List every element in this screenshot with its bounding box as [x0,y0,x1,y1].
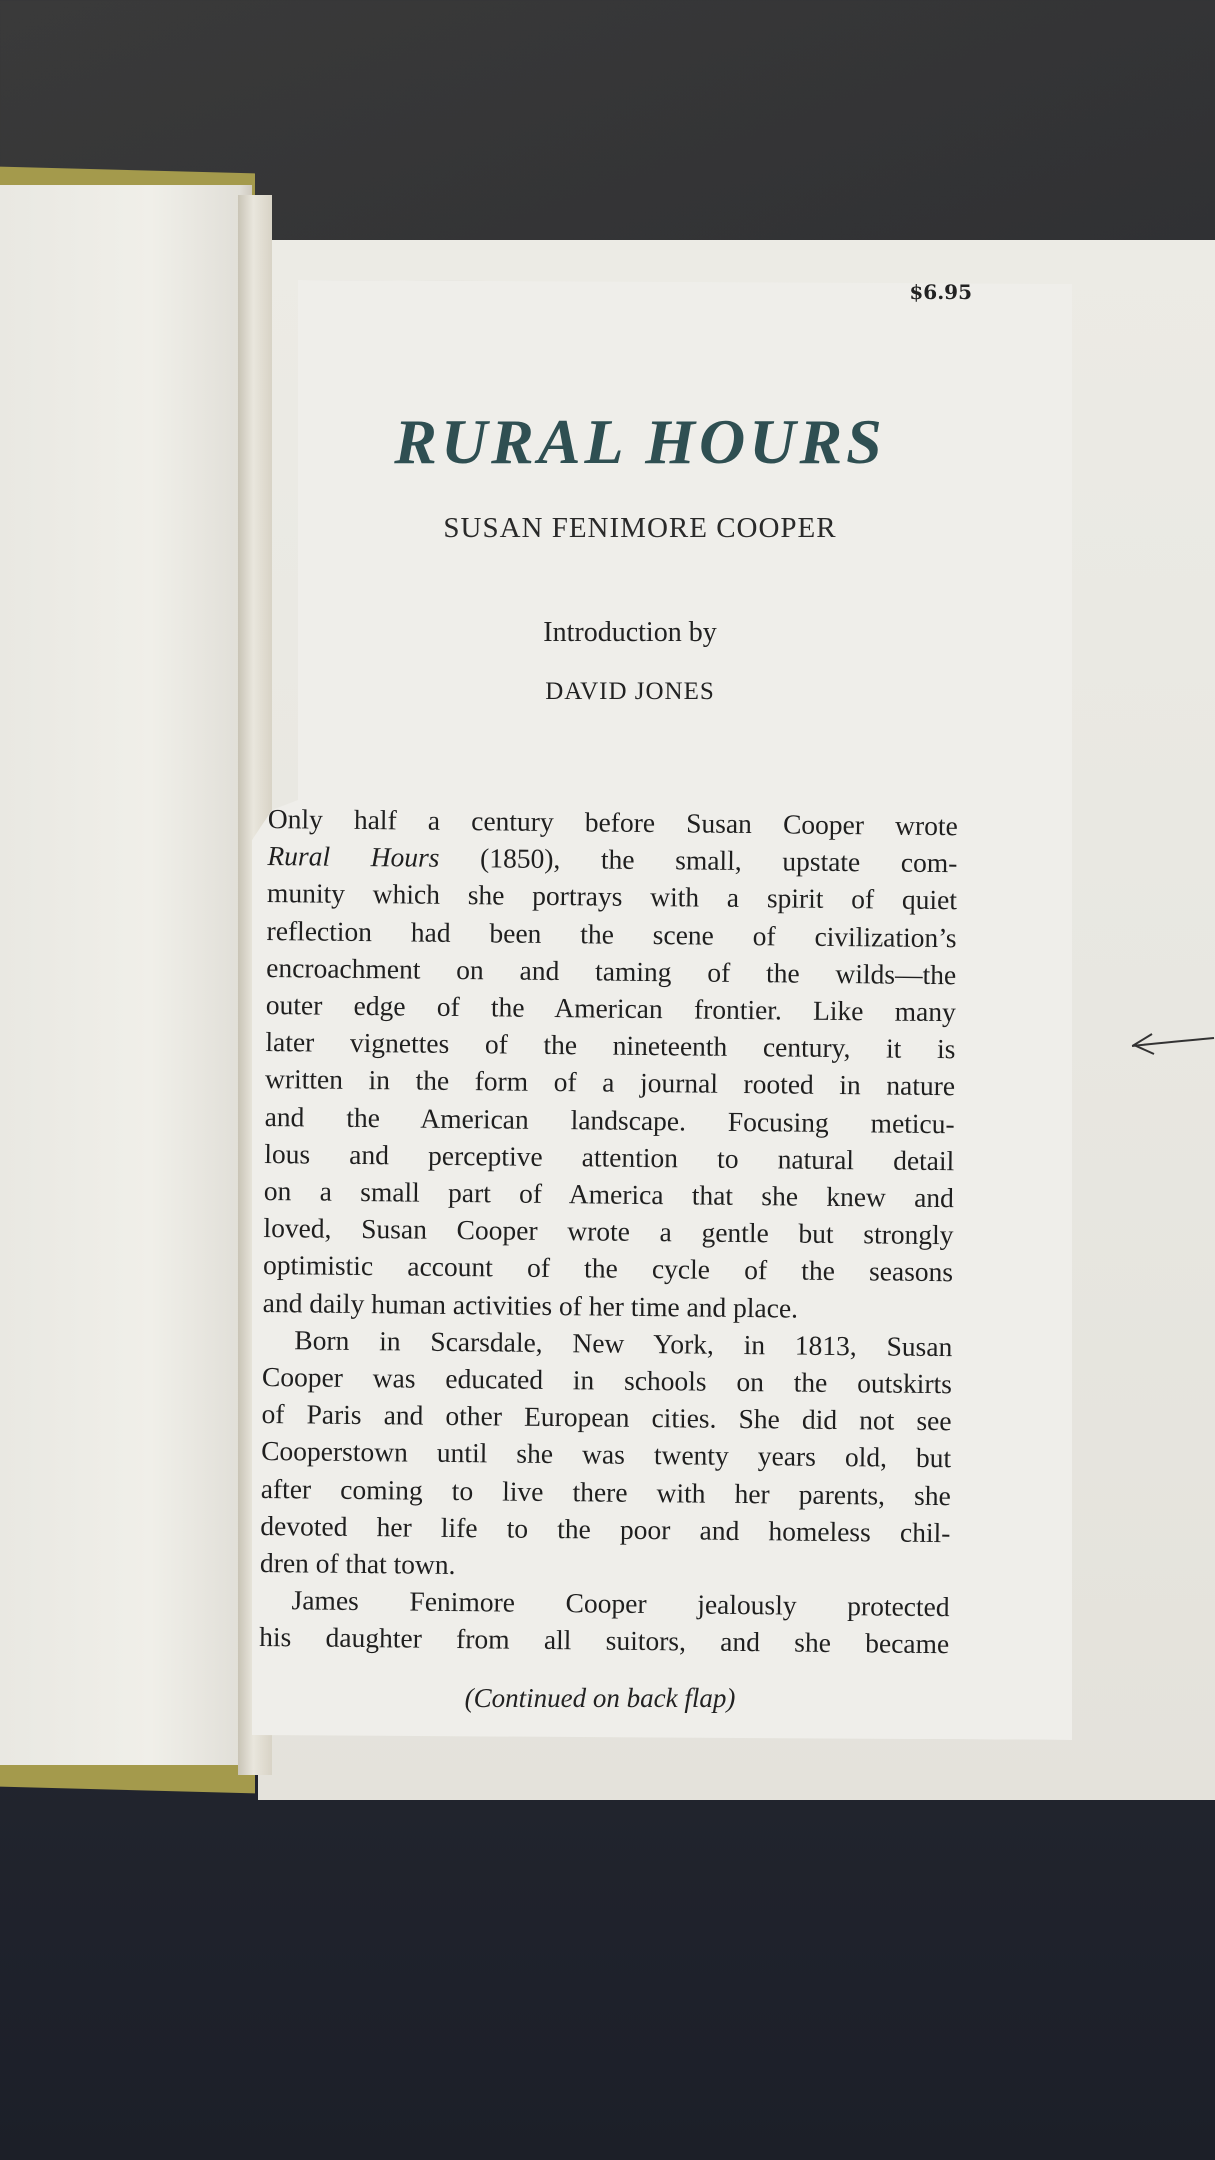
body-text-line: dren of that town. [259,1547,456,1581]
continued-note: (Continued on back flap) [464,1683,736,1713]
body-text-line: James Fenimore Cooper jealously protected [291,1584,950,1623]
body-text-line: Cooper was educated in schools on the outskirts [261,1361,953,1400]
body-text-line: of Paris and other European cities. She did not see [261,1398,952,1437]
body-text-line: munity which she portrays with a spirit of quiet [266,877,958,916]
book-author: SUSAN FENIMORE COOPER [443,512,837,544]
left-endpaper [0,185,252,1765]
body-text-line: optimistic account of the cycle of the seasons [262,1249,954,1288]
body-text-line: loved, Susan Cooper wrote a gentle but strongly [263,1212,954,1251]
book-title: RURAL HOURS [394,406,886,477]
body-text-line: Rural Hours (1850), the small, upstate com- [267,840,958,879]
body-text-line: his daughter from all suitors, and she became [259,1621,950,1660]
body-text-line: Born in Scarsdale, New York, in 1813, Susan [294,1324,953,1363]
introduction-author: DAVID JONES [545,678,715,705]
body-text-line: reflection had been the scene of civilization’s [266,914,957,953]
body-text-line: Only half a century before Susan Cooper wrote [267,802,958,842]
body-text-line: encroachment on and taming of the wilds—the [266,951,957,991]
table-surface [0,1740,1215,2160]
introduction-label: Introduction by [543,617,717,648]
flap-body-text [259,800,958,1663]
pencil-arrow-mark [1130,1024,1215,1064]
body-text-line: after coming to live there with her parents, she [260,1472,951,1511]
body-text-line: outer edge of the American frontier. Like many [265,989,956,1028]
body-text-line: devoted her life to the poor and homeless chil- [260,1509,951,1549]
body-text-line: written in the form of a journal rooted in nature [264,1063,956,1102]
body-text-line: on a small part of America that she knew and [263,1175,955,1214]
price-label: $6.95 [909,280,972,304]
body-text-line: Cooperstown until she was twenty years old, but [261,1435,952,1474]
body-text-line: and the American landscape. Focusing meticu- [264,1100,955,1139]
body-text-line: later vignettes of the nineteenth century, it is [265,1026,956,1065]
body-text-line: and daily human activities of her time and place. [262,1286,799,1324]
body-text-line: lous and perceptive attention to natural detail [264,1137,955,1177]
